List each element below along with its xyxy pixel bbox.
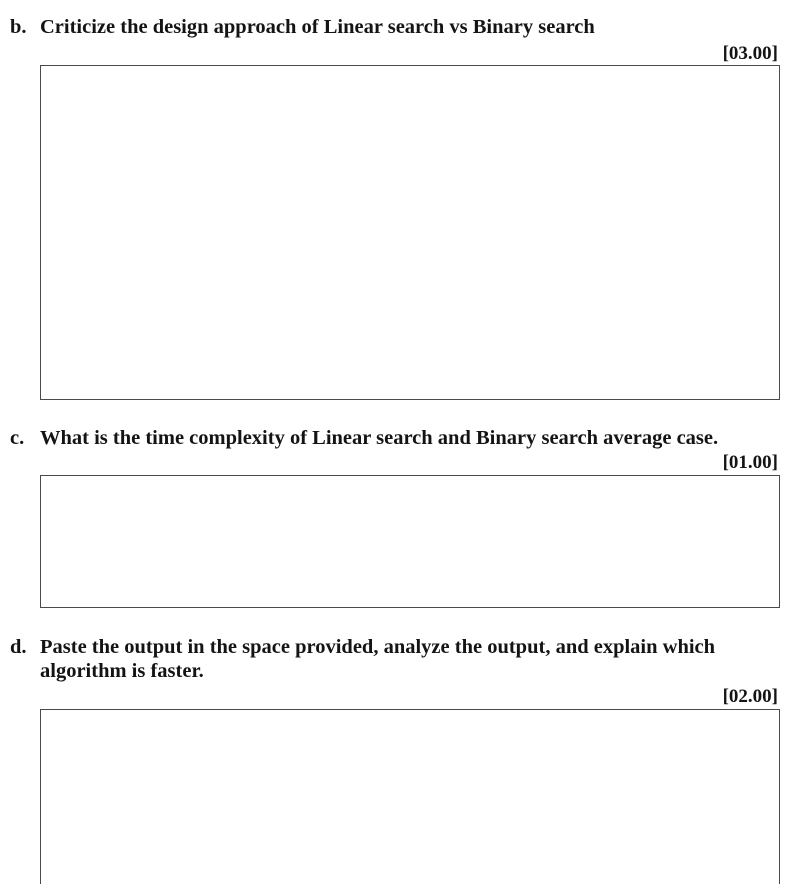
question-d-letter: d. <box>10 636 27 658</box>
question-b-text: Criticize the design approach of Linear search vs Binary search <box>40 16 595 38</box>
question-d-marks: [02.00] <box>722 686 778 707</box>
question-c <box>10 426 718 450</box>
question-d-text-line1: Paste the output in the space provided, analyze the output, and explain which <box>40 636 716 658</box>
question-d <box>10 635 715 683</box>
question-d-text-line2: algorithm is faster. <box>40 660 204 682</box>
question-d-text <box>40 635 715 683</box>
question-b-marks: [03.00] <box>722 43 778 64</box>
question-b-letter: b. <box>10 16 27 38</box>
question-c-marks: [01.00] <box>722 452 778 473</box>
question-b <box>10 15 595 39</box>
answer-box-c[interactable] <box>40 475 780 608</box>
answer-box-b[interactable] <box>40 65 780 400</box>
answer-box-d[interactable] <box>40 709 780 884</box>
question-c-letter: c. <box>10 427 25 449</box>
question-c-text: What is the time complexity of Linear search and Binary search average case. <box>40 427 719 449</box>
